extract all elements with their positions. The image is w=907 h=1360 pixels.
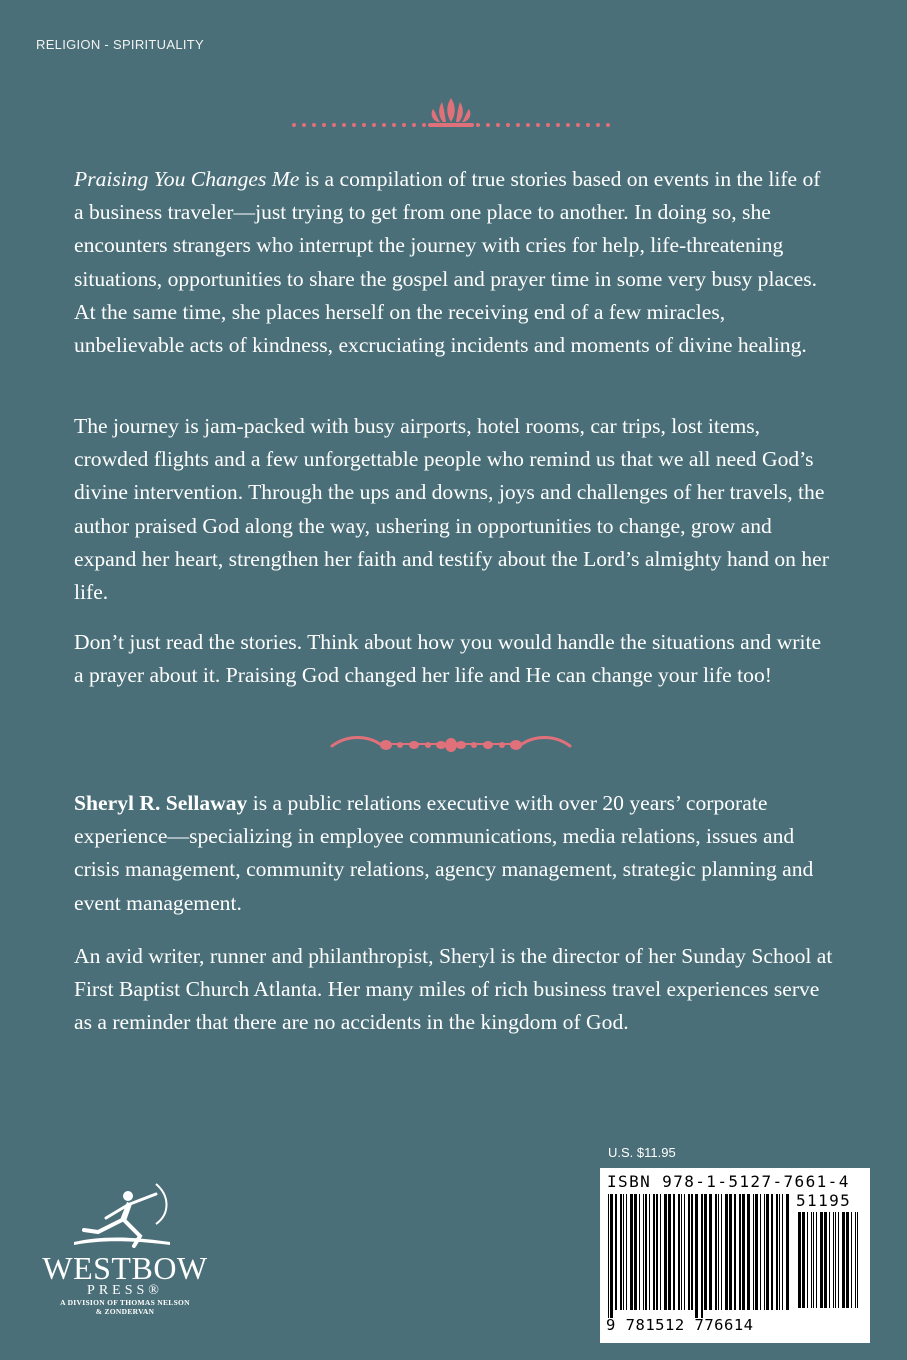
barcode-bar: [634, 1194, 637, 1310]
barcode-bar: [816, 1212, 817, 1308]
barcode-bar: [857, 1212, 858, 1308]
barcode-bar: [811, 1212, 812, 1308]
barcode-bar: [755, 1194, 758, 1310]
barcode-bar: [623, 1194, 624, 1310]
author-bio-paragraph-1: [74, 787, 834, 920]
barcode-bar: [835, 1212, 836, 1308]
barcode-bar: [838, 1212, 839, 1308]
barcode-bar: [639, 1194, 640, 1310]
barcode-bar: [673, 1194, 675, 1310]
author-bio-paragraph-2: [74, 940, 834, 1040]
runner-archer-icon: [70, 1180, 180, 1250]
barcode-bar: [608, 1194, 609, 1318]
barcode-bar: [739, 1194, 741, 1310]
barcode-digits: 9 781512 776614: [606, 1316, 754, 1334]
middle-ornament: [328, 730, 574, 760]
barcode-bar: [691, 1194, 693, 1310]
description-text-3: Don’t just read the stories. Think about how you would handle the situations and write a prayer about it. Praising God changed her life and He can change your life too!: [74, 630, 822, 688]
barcode-bar: [764, 1194, 765, 1310]
barcode-bar: [715, 1194, 717, 1310]
barcode-bar: [807, 1212, 808, 1308]
barcode-bar: [653, 1194, 655, 1310]
barcode-bar: [771, 1194, 773, 1310]
barcode-bar: [656, 1194, 658, 1310]
author-name: Sheryl R. Sellaway: [74, 791, 248, 815]
barcode-bar: [620, 1194, 622, 1310]
barcode-bar: [610, 1194, 613, 1318]
barcode-bar: [704, 1194, 707, 1310]
description-paragraph-2: [74, 410, 834, 609]
book-title: Praising You Changes Me: [74, 167, 300, 191]
barcode-bar: [645, 1194, 647, 1310]
barcode-bar: [668, 1194, 671, 1310]
barcode-bar: [855, 1212, 856, 1308]
barcode-bar: [649, 1194, 650, 1310]
barcode-main-bars: [606, 1194, 792, 1318]
barcode-addon-bars: [796, 1212, 864, 1316]
barcode-bar: [684, 1194, 685, 1310]
publisher-name: WESTBOW: [42, 1250, 208, 1286]
barcode-bar: [725, 1194, 728, 1310]
barcode-bar: [813, 1212, 814, 1308]
description-text-1: is a compilation of true stories based on events in the life of a business traveler—just trying to get from one place to another. In doing so, she encounters strangers who interrupt the journey with cries for help, life-threatening situations, opportunities to share the gospel and prayer time in some very busy places. At the same time, she places herself on the receiving end of a few miracles, unbelievable acts of kindness, excruciating incidents and moments of divine healing.: [74, 167, 821, 358]
barcode-bar: [802, 1212, 805, 1308]
barcode-bar: [851, 1212, 852, 1308]
publisher-division-line-1: A DIVISION OF THOMAS NELSON: [60, 1298, 190, 1307]
barcode-addon-digits: 51195: [796, 1191, 852, 1210]
barcode: [600, 1168, 870, 1343]
barcode-bar: [820, 1212, 823, 1308]
description-paragraph-1: [74, 163, 834, 362]
barcode-bar: [643, 1194, 644, 1310]
price-label: U.S. $11.95: [608, 1145, 676, 1160]
barcode-bar: [782, 1194, 783, 1310]
barcode-bar: [824, 1212, 827, 1308]
isbn-label: ISBN 978-1-5127-7661-4: [607, 1172, 850, 1191]
barcode-bar: [630, 1194, 633, 1310]
barcode-bar: [709, 1194, 712, 1310]
barcode-bar: [786, 1194, 789, 1310]
author-bio-text-1: is a public relations executive with over 20 years’ corporate experience—specializing in employee communications, media relations, issues and crisis management, community relations, agency management, strategic planning and event management.: [74, 791, 814, 915]
barcode-bar: [695, 1194, 698, 1318]
barcode-bar: [779, 1194, 780, 1310]
description-text-2: The journey is jam-packed with busy airports, hotel rooms, car trips, lost items, crowded flights and a few unforgettable people who remind us that we all need God’s divine intervention. Through the ups and downs, joys and challenges of her travels, the author praised God along the way, ushering in opportunities to change, grow and expand her heart, strengthen her faith and testify about the Lord’s almighty hand on her life.: [74, 414, 829, 605]
barcode-bar: [721, 1194, 722, 1310]
barcode-bar: [688, 1194, 690, 1310]
barcode-bar: [842, 1212, 845, 1308]
barcode-bar: [678, 1194, 680, 1310]
barcode-bar: [760, 1194, 761, 1310]
category-label: RELIGION - SPIRITUALITY: [36, 37, 204, 52]
barcode-bar: [747, 1194, 750, 1310]
barcode-bar: [701, 1194, 703, 1318]
barcode-bar: [681, 1194, 682, 1310]
barcode-bar: [660, 1194, 661, 1310]
publisher-press: PRESS®: [87, 1283, 163, 1298]
barcode-bar: [766, 1194, 769, 1310]
barcode-bar: [833, 1212, 834, 1308]
barcode-bar: [664, 1194, 667, 1310]
barcode-bar: [729, 1194, 732, 1310]
barcode-bar: [798, 1212, 801, 1308]
barcode-bar: [776, 1194, 778, 1310]
barcode-bar: [742, 1194, 745, 1310]
barcode-bar: [615, 1194, 617, 1310]
barcode-bar: [753, 1194, 754, 1310]
barcode-bar: [734, 1194, 736, 1310]
publisher-logo: [30, 1180, 220, 1328]
publisher-division-line-2: & ZONDERVAN: [95, 1307, 155, 1316]
barcode-bar: [626, 1194, 627, 1310]
description-paragraph-3: [74, 626, 834, 692]
barcode-bar: [846, 1212, 849, 1308]
barcode-bar: [829, 1212, 830, 1308]
author-bio-text-2: An avid writer, runner and philanthropist, Sheryl is the director of her Sunday School at First Baptist Church Atlanta. Her many miles of rich business travel experiences serve as a reminder that there are no accidents in the kingdom of God.: [74, 944, 833, 1035]
barcode-bar: [718, 1194, 719, 1310]
top-ornament: [288, 92, 614, 132]
